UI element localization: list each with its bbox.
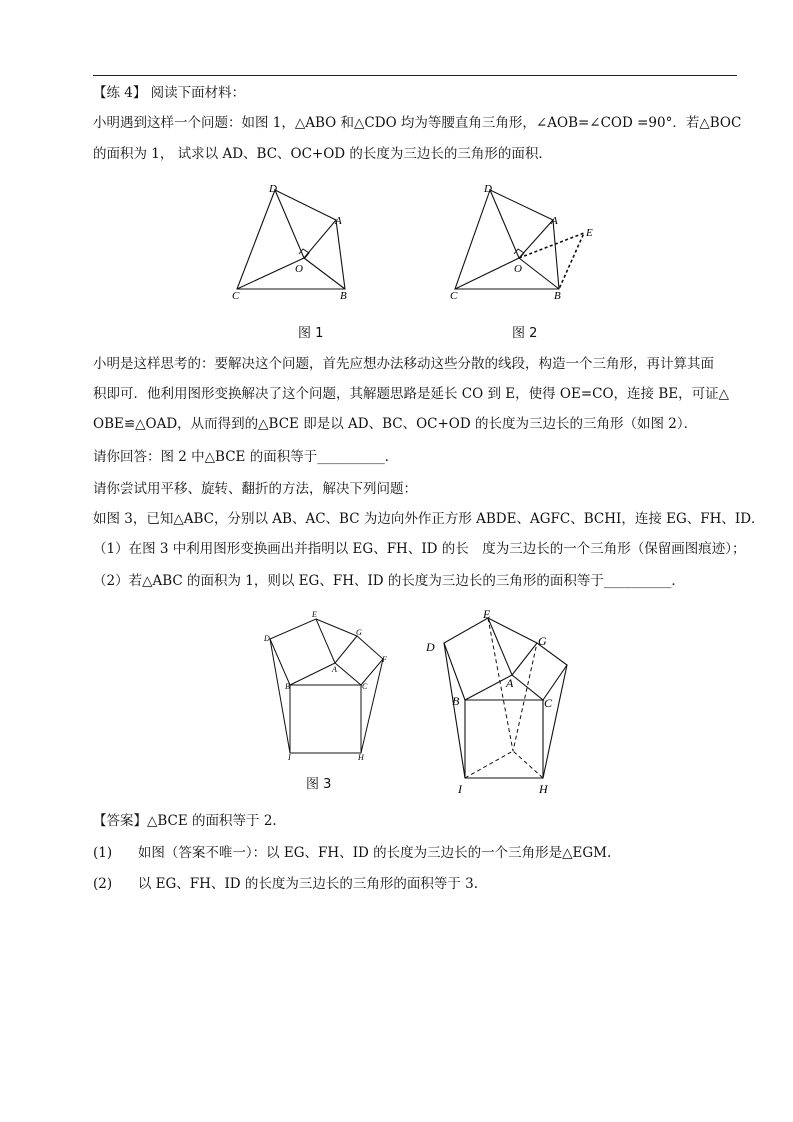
fig2-label-a: A — [551, 215, 558, 227]
fig3-label-c: C — [362, 682, 368, 691]
fig4-label-b: B — [452, 694, 460, 708]
fig3-label-i: I — [288, 753, 291, 762]
figure-3-caption: 图 3 — [306, 777, 332, 792]
fig2-label-e: E — [586, 227, 593, 239]
figure-2-caption: 图 2 — [512, 326, 538, 341]
instruction-line: 请你尝试用平移、旋转、翻折的方法，解决下列问题： — [93, 481, 417, 497]
figure-answer — [420, 603, 595, 798]
fig3-label-a: A — [332, 665, 337, 674]
problem-line-1: 小明遇到这样一个问题：如图 1，△ABO 和△CDO 均为等腰直角三角形，∠AOB=∠COD =90°．若△BOC — [93, 115, 742, 131]
subquestion-1: （1）在图 3 中利用图形变换画出并指明以 EG、FH、ID 的长 度为三边长的一个三角形（保留画图痕迹）； — [93, 541, 746, 557]
exercise-heading: 【练 4】 阅读下面材料： — [93, 85, 246, 101]
fig3-label-b: B — [285, 682, 290, 691]
fig4-label-d: D — [426, 640, 435, 654]
fig1-label-b: B — [340, 290, 347, 302]
answer-part-2: (2) 以 EG、FH、ID 的长度为三边长的三角形的面积等于 3. — [93, 876, 479, 892]
fig4-label-g: G — [538, 634, 547, 648]
fig1-label-o: O — [295, 263, 303, 275]
fig4-label-e: E — [483, 607, 491, 621]
fig3-label-g: G — [356, 628, 362, 637]
fig2-label-c: C — [450, 290, 458, 302]
problem-line-2: 的面积为 1， 试求以 AD、BC、OC+OD 的长度为三边长的三角形的面积． — [93, 146, 552, 162]
figure-3-intro: 如图 3，已知△ABC，分别以 AB、AC、BC 为边向外作正方形 ABDE、AGFC、BCHI，连接 EG、FH、ID． — [93, 511, 765, 527]
thinking-line-2: 积即可．他利用图形变换解决了这个问题，其解题思路是延长 CO 到 E，使得 OE=CO，连接 BE，可证△ — [93, 386, 729, 402]
fig1-label-d: D — [269, 183, 277, 195]
fig2-label-b: B — [554, 290, 561, 302]
fig3-label-f: F — [382, 655, 387, 664]
fig2-label-d: D — [484, 183, 492, 195]
fig2-label-o: O — [514, 263, 522, 275]
figure-3 — [255, 605, 395, 765]
fig1-label-c: C — [232, 290, 240, 302]
fig4-label-c: C — [544, 696, 553, 710]
answer-part-1: (1) 如图（答案不唯一）：以 EG、FH、ID 的长度为三边长的一个三角形是△EGM. — [93, 845, 612, 861]
thinking-line-1: 小明是这样思考的：要解决这个问题，首先应想办法移动这些分散的线段，构造一个三角形，再计算其面 — [93, 356, 714, 372]
thinking-line-3: OBE≌△OAD，从而得到的△BCE 即是以 AD、BC、OC+OD 的长度为三边长的三角形（如图 2）． — [93, 416, 698, 432]
figure-1-caption: 图 1 — [298, 326, 324, 341]
fig4-label-a: A — [506, 676, 514, 690]
fig3-label-h: H — [358, 753, 364, 762]
fig1-label-a: A — [335, 215, 342, 227]
top-rule — [93, 75, 737, 76]
fig4-label-i: I — [458, 782, 462, 796]
fig3-label-e: E — [312, 610, 317, 619]
question-line: 请你回答：图 2 中△BCE 的面积等于__________． — [93, 449, 399, 465]
figure-1 — [225, 178, 365, 303]
fig4-label-h: H — [539, 782, 548, 796]
subquestion-2: （2）若△ABC 的面积为 1，则以 EG、FH、ID 的长度为三边长的三角形的面积等于__________． — [93, 573, 685, 589]
figure-2 — [440, 178, 605, 303]
fig3-label-d: D — [264, 634, 270, 643]
answer-heading: 【答案】△BCE 的面积等于 2. — [93, 813, 277, 829]
